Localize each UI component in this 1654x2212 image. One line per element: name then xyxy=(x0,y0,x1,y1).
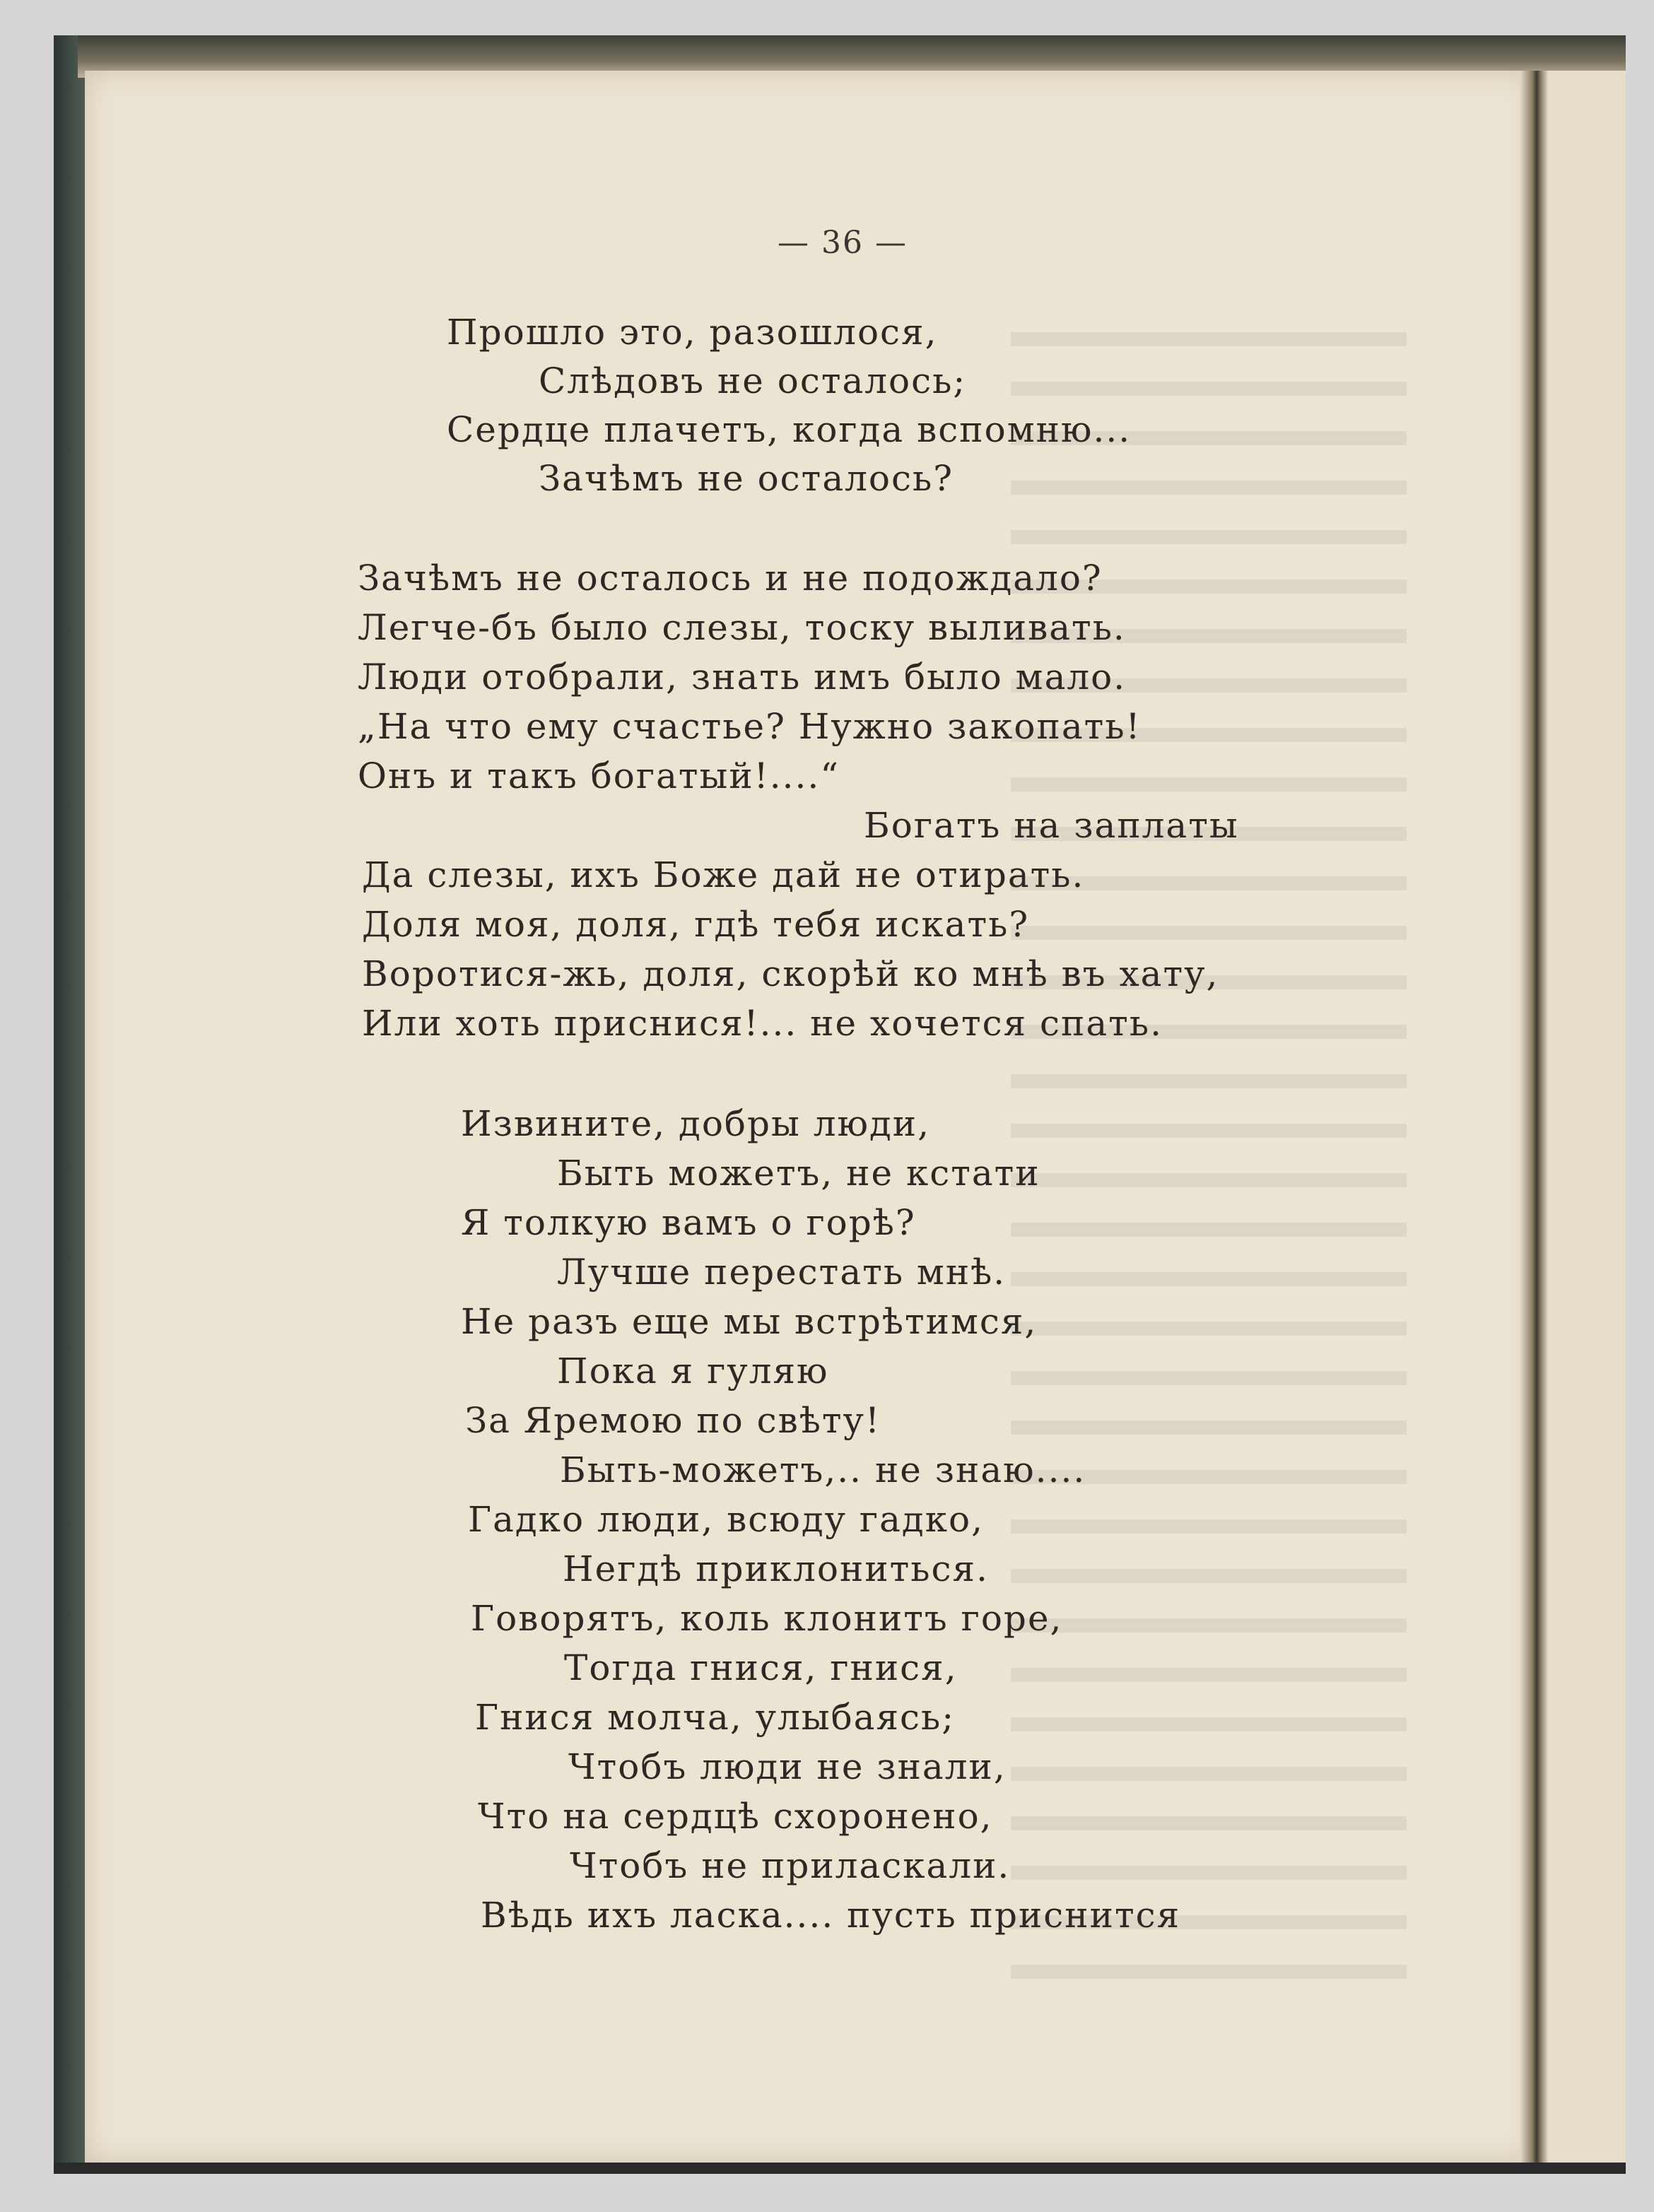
poem-line: Пока я гуляю xyxy=(557,1351,829,1392)
poem-line: Вѣдь ихъ ласка.... пусть приснится xyxy=(481,1895,1181,1936)
poem-line: Гадко люди, всюду гадко, xyxy=(468,1499,984,1540)
poem-line: Онъ и такъ богатый!....“ xyxy=(358,755,840,796)
poem-line: Что на сердцѣ схоронено, xyxy=(478,1796,993,1837)
poem-line: Быть можетъ, не кстати xyxy=(557,1153,1040,1194)
poem-line: Зачѣмъ не осталось и не подождало? xyxy=(358,558,1103,599)
poem-line: Лучше перестать мнѣ. xyxy=(557,1252,1007,1293)
page-number: — 36 — xyxy=(778,225,908,261)
poem-line: За Яремою по свѣту! xyxy=(465,1400,881,1441)
poem-line: Воротися-жь, доля, скорѣй ко мнѣ въ хату, xyxy=(362,953,1219,994)
poem-line: Чтобъ люди не знали, xyxy=(568,1746,1007,1787)
poem-line: Прошло это, разошлося, xyxy=(447,312,938,353)
poem-line: Не разъ еще мы встрѣтимся, xyxy=(461,1301,1038,1342)
poem-line: Тогда гнися, гнися, xyxy=(564,1647,958,1688)
poem-line: Извините, добры люди, xyxy=(461,1103,931,1144)
poem-line: Люди отобрали, знать имъ было мало. xyxy=(358,657,1127,698)
poem-line: Быть-можетъ,.. не знаю.... xyxy=(560,1449,1086,1490)
scan-bottom-edge xyxy=(54,2163,1626,2174)
poem-line: Доля моя, доля, гдѣ тебя искать? xyxy=(362,904,1030,945)
poem-line: Зачѣмъ не осталось? xyxy=(539,458,954,499)
poem-line: Чтобъ не приласкали. xyxy=(570,1845,1011,1886)
poem-line: Или хоть приснися!... не хочется спать. xyxy=(362,1003,1163,1044)
poem-line: Легче-бъ было слезы, тоску выливать. xyxy=(358,607,1126,648)
poem-line: Гнися молча, улыбаясь; xyxy=(475,1697,956,1738)
poem-line: Богатъ на заплаты xyxy=(864,805,1239,846)
poem-line: Сердце плачетъ, когда вспомню... xyxy=(447,409,1132,450)
poem-line: Я толкую вамъ о горѣ? xyxy=(461,1202,916,1243)
poem-line: Слѣдовъ не осталось; xyxy=(539,360,967,401)
book-gutter xyxy=(1520,71,1548,2163)
poem-line: Говорятъ, коль клонитъ горе, xyxy=(471,1598,1063,1639)
poem-line: Да слезы, ихъ Боже дай не отирать. xyxy=(362,854,1085,895)
facing-page xyxy=(1548,71,1626,2163)
poem-line: „На что ему счастье? Нужно закопать! xyxy=(358,706,1142,747)
poem-line: Негдѣ приклониться. xyxy=(563,1548,989,1589)
